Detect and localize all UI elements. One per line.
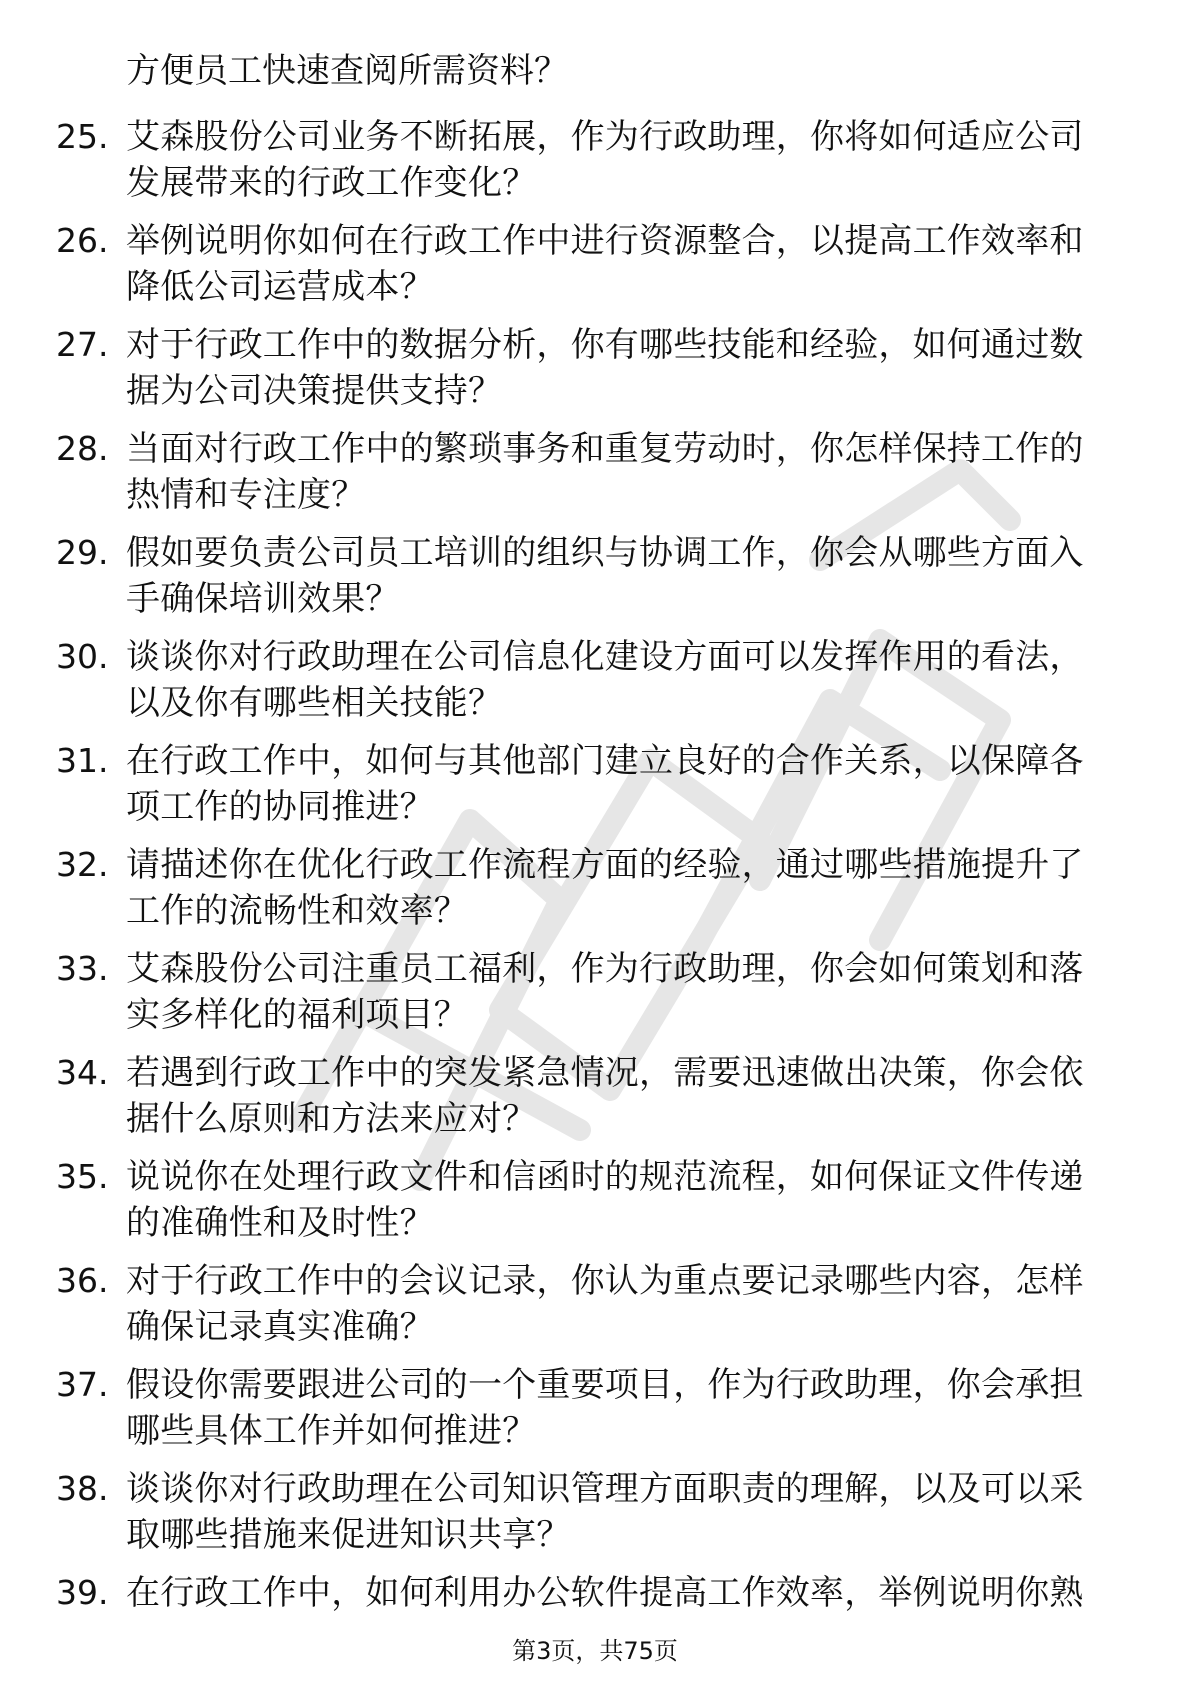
- question-text: [126, 322, 1136, 414]
- continued-question-line: 方便员工快速查阅所需资料？: [126, 51, 568, 91]
- question-item: [0, 1258, 1190, 1362]
- question-item: [0, 842, 1190, 946]
- page-footer: 第3页，共75页: [512, 1637, 678, 1665]
- question-text: [126, 114, 1136, 206]
- question-number: 30.: [56, 637, 109, 676]
- question-text: [126, 1570, 1136, 1616]
- question-text-line: 说说你在处理行政文件和信函时的规范流程，如何保证文件传递: [126, 1157, 1084, 1197]
- question-item: [0, 218, 1190, 322]
- question-text-line: 若遇到行政工作中的突发紧急情况，需要迅速做出决策，你会依: [126, 1053, 1084, 1093]
- question-text-line: 据什么原则和方法来应对？: [126, 1099, 537, 1139]
- question-text-line: 假设你需要跟进公司的一个重要项目，作为行政助理，你会承担: [126, 1365, 1084, 1405]
- question-number: 34.: [56, 1053, 109, 1092]
- question-item: [0, 1362, 1190, 1466]
- question-text: [126, 1362, 1136, 1454]
- question-item: [0, 738, 1190, 842]
- question-text: [126, 738, 1136, 830]
- question-text-line: 降低公司运营成本？: [126, 267, 434, 307]
- question-number: 35.: [56, 1157, 109, 1196]
- question-number: 33.: [56, 949, 109, 988]
- question-text: [126, 1466, 1136, 1558]
- question-text: [126, 842, 1136, 934]
- question-text-line: 以及你有哪些相关技能？: [126, 683, 503, 723]
- question-number: 27.: [56, 325, 109, 364]
- question-text-line: 谈谈你对行政助理在公司知识管理方面职责的理解，以及可以采: [126, 1469, 1084, 1509]
- question-text-line: 对于行政工作中的数据分析，你有哪些技能和经验，如何通过数: [126, 325, 1084, 365]
- question-number: 25.: [56, 117, 109, 156]
- question-number: 26.: [56, 221, 109, 260]
- question-list: [0, 114, 1190, 1674]
- question-text: [126, 1258, 1136, 1350]
- question-number: 29.: [56, 533, 109, 572]
- question-item: [0, 634, 1190, 738]
- question-text-line: 哪些具体工作并如何推进？: [126, 1411, 537, 1451]
- question-text: [126, 946, 1136, 1038]
- question-text-line: 假如要负责公司员工培训的组织与协调工作，你会从哪些方面入: [126, 533, 1084, 573]
- question-text-line: 举例说明你如何在行政工作中进行资源整合，以提高工作效率和: [126, 221, 1084, 261]
- question-text-line: 当面对行政工作中的繁琐事务和重复劳动时，你怎样保持工作的: [126, 429, 1084, 469]
- question-item: [0, 322, 1190, 426]
- question-text: [126, 218, 1136, 310]
- question-number: 28.: [56, 429, 109, 468]
- question-text-line: 在行政工作中，如何与其他部门建立良好的合作关系，以保障各: [126, 741, 1084, 781]
- question-text: [126, 1154, 1136, 1246]
- question-item: [0, 426, 1190, 530]
- question-text-line: 艾森股份公司注重员工福利，作为行政助理，你会如何策划和落: [126, 949, 1084, 989]
- question-text-line: 谈谈你对行政助理在公司信息化建设方面可以发挥作用的看法，: [126, 637, 1084, 677]
- question-text-line: 在行政工作中，如何利用办公软件提高工作效率，举例说明你熟: [126, 1573, 1084, 1613]
- question-text: [126, 634, 1136, 726]
- question-text: [126, 530, 1136, 622]
- question-text-line: 取哪些措施来促进知识共享？: [126, 1515, 571, 1555]
- question-number: 37.: [56, 1365, 109, 1404]
- question-text-line: 热情和专注度？: [126, 475, 366, 515]
- question-text: [126, 1050, 1136, 1142]
- question-item: [0, 946, 1190, 1050]
- question-text-line: 工作的流畅性和效率？: [126, 891, 468, 931]
- question-number: 39.: [56, 1573, 109, 1612]
- question-number: 31.: [56, 741, 109, 780]
- question-text-line: 确保记录真实准确？: [126, 1307, 434, 1347]
- question-text-line: 对于行政工作中的会议记录，你认为重点要记录哪些内容，怎样: [126, 1261, 1084, 1301]
- question-text-line: 艾森股份公司业务不断拓展，作为行政助理，你将如何适应公司: [126, 117, 1084, 157]
- question-text-line: 请描述你在优化行政工作流程方面的经验，通过哪些措施提升了: [126, 845, 1084, 885]
- question-item: [0, 1466, 1190, 1570]
- question-number: 36.: [56, 1261, 109, 1300]
- question-item: [0, 1154, 1190, 1258]
- question-number: 32.: [56, 845, 109, 884]
- question-text-line: 的准确性和及时性？: [126, 1203, 434, 1243]
- question-item: [0, 1050, 1190, 1154]
- question-text-line: 项工作的协同推进？: [126, 787, 434, 827]
- question-number: 38.: [56, 1469, 109, 1508]
- question-text-line: 据为公司决策提供支持？: [126, 371, 503, 411]
- question-item: [0, 114, 1190, 218]
- question-text-line: 手确保培训效果？: [126, 579, 400, 619]
- question-text-line: 实多样化的福利项目？: [126, 995, 468, 1035]
- question-item: [0, 530, 1190, 634]
- question-text-line: 发展带来的行政工作变化？: [126, 163, 537, 203]
- question-text: [126, 426, 1136, 518]
